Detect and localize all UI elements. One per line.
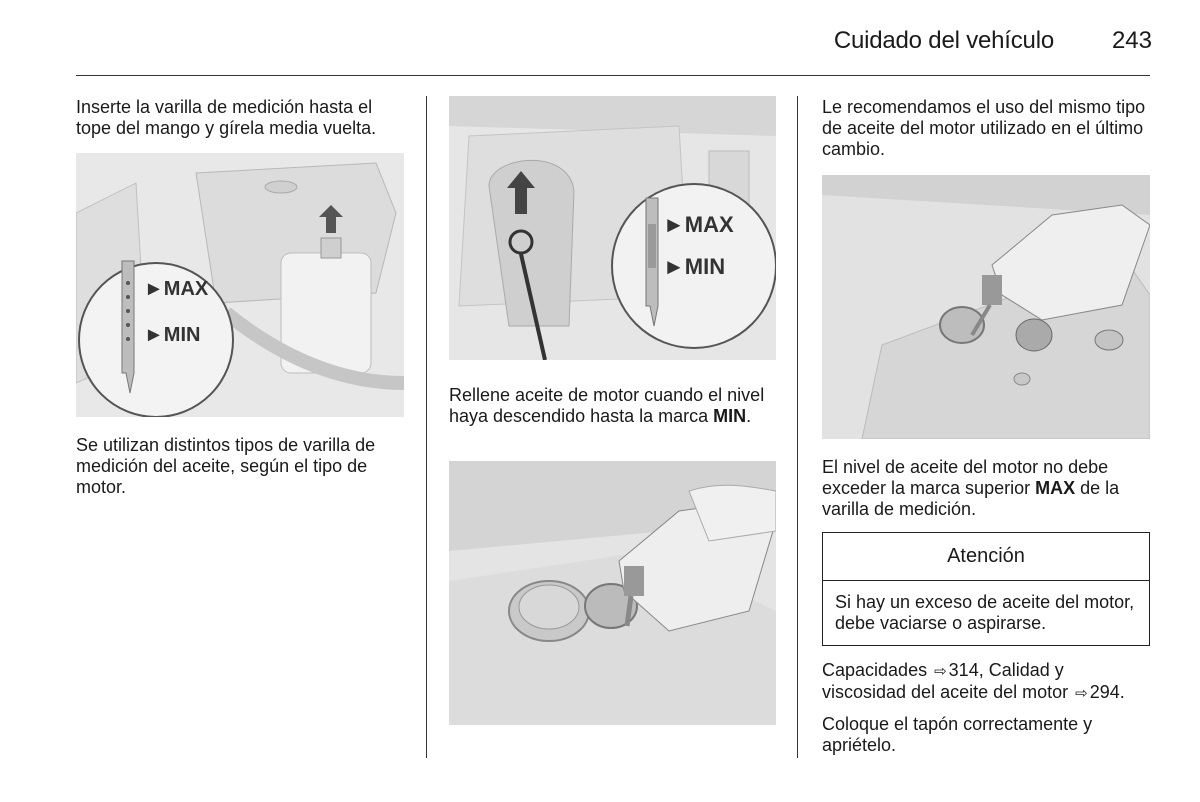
paragraph-insert-dipstick: Inserte la varilla de medición hasta el tope del mango y gírela media vuelta. [76, 97, 377, 138]
header-divider [76, 75, 1150, 76]
capacities-end: . [1119, 682, 1125, 702]
reference-arrow-icon: ⇨ [934, 663, 947, 680]
figure-dipstick-engine-2 [449, 96, 776, 360]
oil-quality-link-text[interactable]: , Calidad y viscosidad del aceite del motor [822, 660, 1069, 702]
column-divider-1 [426, 96, 427, 758]
column-1-text [76, 435, 406, 498]
figure2-max-label: ►MAX [663, 212, 734, 237]
page-section-title: Cuidado del vehículo [833, 27, 1054, 54]
column-3-intro [822, 97, 1152, 160]
paragraph-tighten-cap: Coloque el tapón correctamente y apriételo. [822, 714, 1093, 755]
oil-quality-page-ref[interactable]: 294 [1089, 682, 1120, 702]
paragraph-refill-min [449, 385, 779, 427]
attention-callout [822, 532, 1150, 646]
figure1-min-label: ►MIN [144, 324, 201, 346]
capacities-link-text[interactable]: Capacidades [822, 660, 928, 680]
figure1-max-label: ►MAX [144, 278, 209, 300]
min-mark: MIN [713, 406, 747, 426]
paragraph-dipstick-types: Se utilizan distintos tipos de varilla de medición del aceite, según el tipo de motor. [76, 435, 376, 497]
refill-text-end: . [746, 406, 752, 426]
max-level-text-end: de la varilla de medición. [822, 478, 1120, 519]
reference-arrow-icon: ⇨ [1075, 685, 1088, 702]
paragraph-same-oil: Le recomendamos el uso del mismo tipo de aceite del motor utilizado en el último cambio. [822, 97, 1146, 159]
max-mark: MAX [1035, 478, 1076, 498]
column-2-text [449, 385, 779, 427]
figure2-min-label: ►MIN [663, 254, 726, 279]
page-number: 243 [1111, 27, 1152, 54]
refill-text: Rellene aceite de motor cuando el nivel haya descendido hasta la marca [449, 385, 765, 426]
column-divider-2 [797, 96, 798, 758]
paragraph-max-level [822, 457, 1152, 520]
capacities-page-ref[interactable]: 314 [948, 660, 979, 680]
paragraph-capacities [822, 660, 1152, 704]
figure-dipstick-engine-1 [76, 153, 404, 417]
max-level-text: El nivel de aceite del motor no debe exceder la marca superior [822, 457, 1109, 498]
column-3-refs [822, 660, 1152, 756]
column-3-text [822, 457, 1152, 520]
figure-pouring-oil-1 [449, 461, 776, 725]
figure-pouring-oil-2 [822, 175, 1150, 439]
attention-body: Si hay un exceso de aceite del motor, debe vaciarse o aspirarse. [835, 592, 1135, 633]
column-1-intro [76, 97, 406, 139]
attention-title: Atención [823, 533, 1149, 581]
